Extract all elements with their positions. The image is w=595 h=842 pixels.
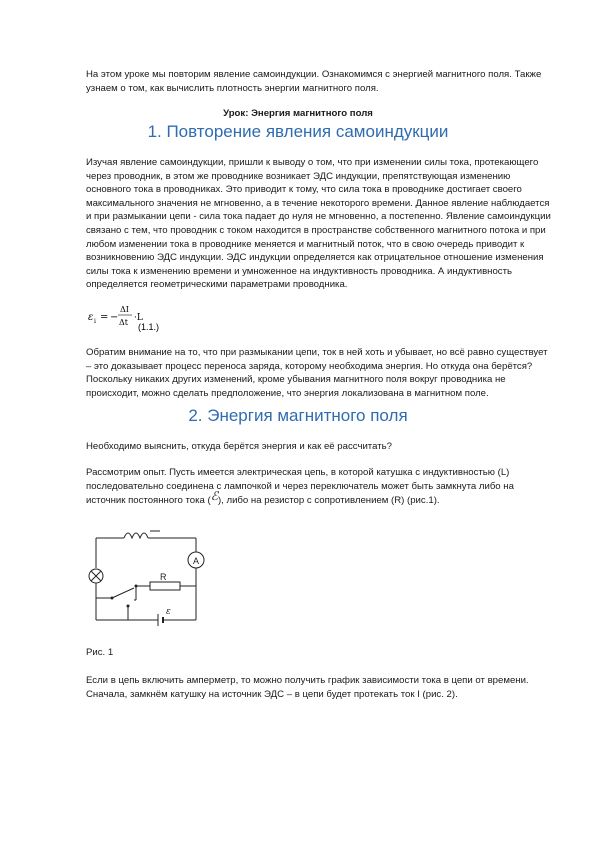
formula-number: (1.1.) <box>138 322 160 332</box>
svg-text:Δt: Δt <box>119 318 128 327</box>
circuit-diagram <box>76 520 226 630</box>
section2-paragraph1: Необходимо выяснить, откуда берётся энергия и как её рассчитать? <box>86 441 392 452</box>
lesson-title: Урок: Энергия магнитного поля <box>223 108 373 119</box>
svg-text:·L: ·L <box>134 313 143 323</box>
section1-paragraph1: Изучая явление самоиндукции, пришли к выводу о том, что при изменении силы тока, протекающего через проводник, в этом же проводнике возникает ЭДС индукции, препятствующая изменению основного тока в проводниках. Это приводит к тому, что сила тока в проводнике достигает своего максимального значения не мгновенно, а в течение некоторого времени. Данное явление наблюдается и при размыкании цепи - сила тока падает до нуля не мгновенно, а постепенно. Явление самоиндукции связано с тем, что проводник с током находится в пространстве собственного магнитного потока и при любом изменении тока в проводнике меняется и магнитный поток, что в свою очередь приводит к возникновению ЭДС индукции. ЭДС индукции определяется как отрицательное отношение изменения силы тока к изменению времени и умноженное на индуктивность проводника. А индуктивность определяется геометрическими параметрами проводника. <box>86 157 551 291</box>
section2-paragraph3: Если в цепь включить амперметр, то можно получить график зависимости тока в цепи от времени. Сначала, замкнём катушку на источник ЭДС – в цепи будет протекать ток I (рис. 2). <box>86 675 529 700</box>
svg-text:A: A <box>193 556 200 566</box>
section1-heading: 1. Повторение явления самоиндукции <box>147 122 449 141</box>
section2-heading: 2. Энергия магнитного поля <box>188 406 408 425</box>
emf-symbol: ℰ <box>210 489 218 504</box>
svg-text:=: = <box>100 312 109 323</box>
svg-text:ΔI: ΔI <box>120 305 129 314</box>
svg-text:R: R <box>160 572 167 582</box>
section1-paragraph2: Обратим внимание на то, что при размыкании цепи, ток в ней хоть и убывает, но всё равно существует – это доказывает процесс переноса заряда, которому необходима энергия. Но откуда она берётся? Поскольку никаких других изменений, кроме убывания магнитного поля вокруг проводника не происходит, можно сделать предположение, что энергия локализована в магнитном поле. <box>86 347 548 399</box>
svg-text:i: i <box>94 318 96 325</box>
svg-text:ε: ε <box>166 607 171 617</box>
svg-text:−: − <box>110 312 119 323</box>
intro-paragraph: На этом уроке мы повторим явление самоиндукции. Ознакомимся с энергией магнитного поля. Также узнаем о том, как вычислить плотность энергии магнитного поля. <box>86 69 542 94</box>
formula-1-1 <box>86 300 206 334</box>
formula-graphic <box>86 300 206 334</box>
figure-caption: Рис. 1 <box>86 647 114 658</box>
section2-paragraph2 <box>86 466 552 508</box>
circuit-figure <box>76 520 226 630</box>
svg-text:ε: ε <box>88 312 94 323</box>
section2-paragraph2-part-a: Рассмотрим опыт. Пусть имеется электрическая цепь, в которой катушка с индуктивностью (L) последовательно соединена с лампочкой и через переключатель может быть замкнута либо на источник постоянного тока ( <box>86 467 514 507</box>
section2-paragraph2-part-b: ), либо на резистор с сопротивлением (R) (рис.1). <box>217 495 440 507</box>
